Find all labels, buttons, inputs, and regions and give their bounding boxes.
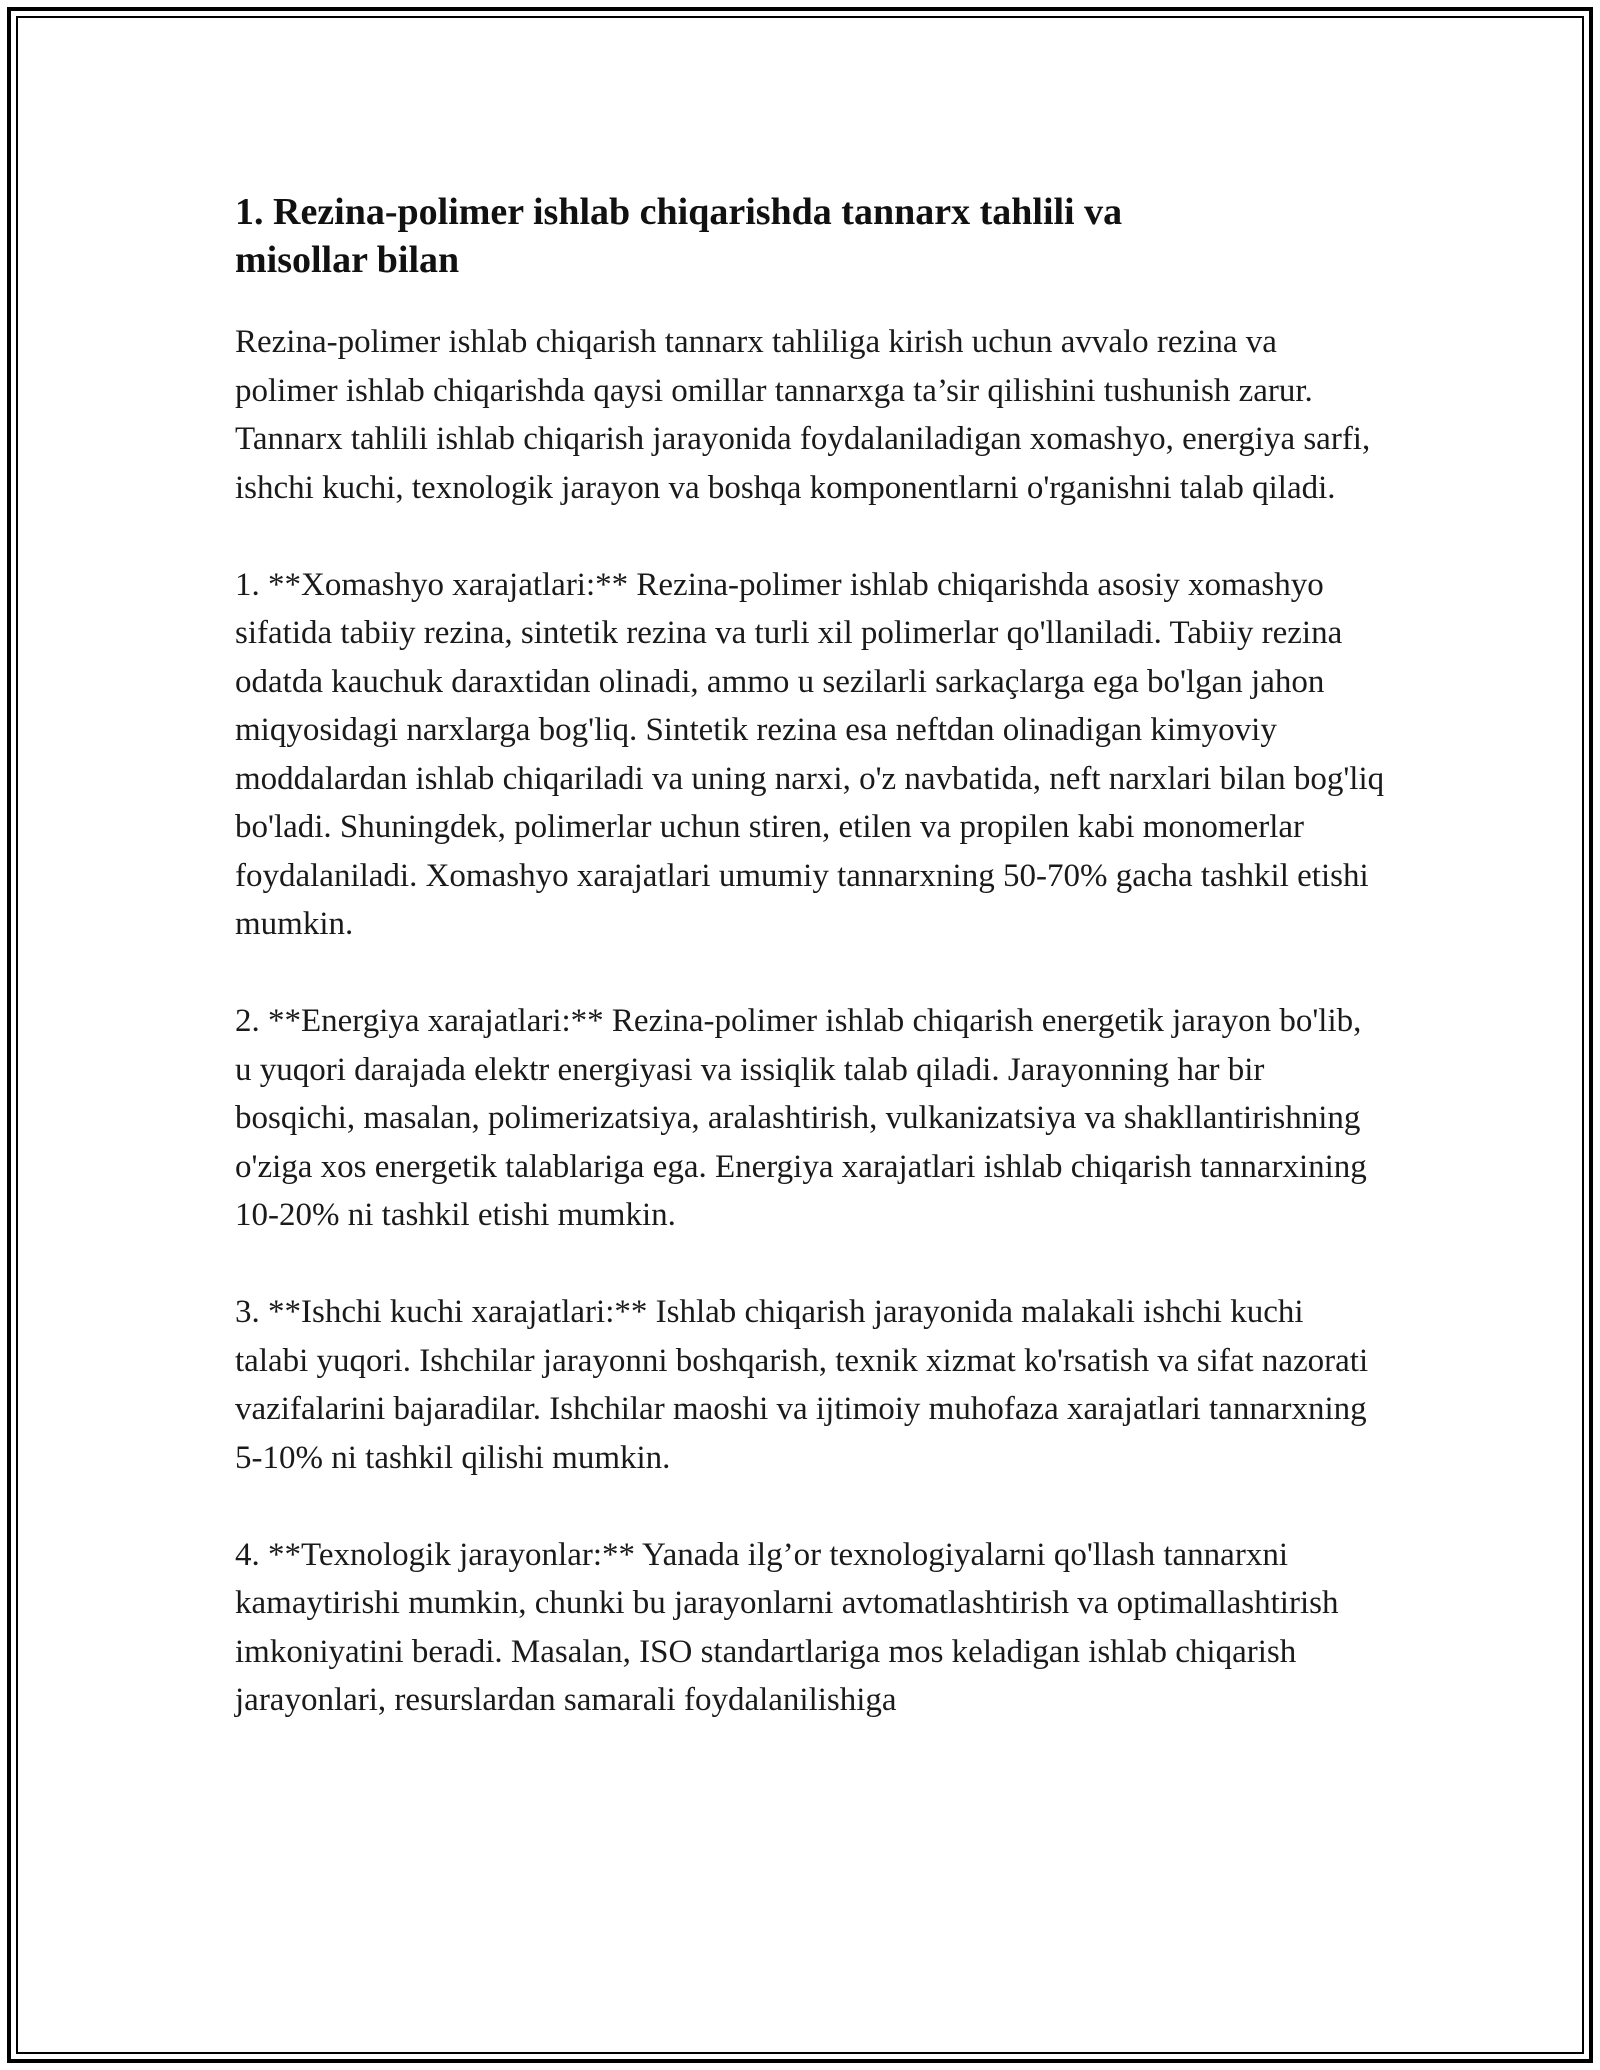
list-item-energy-costs: 2. **Energiya xarajatlari:** Rezina-polimer ishlab chiqarish energetik jarayon bo'lib, u yuqori darajada elektr energiyasi va issiqlik talab qiladi. Jarayonning har bir bosqichi, masalan, polimerizatsiya, aralashtirish, vulkanizatsiya va shakllantirishning o'ziga xos energetik talablariga ega. Energiya xarajatlari ishlab chiqarish tannarxining 10-20% ni tashkil etishi mumkin. [235,1003,1367,1233]
intro-paragraph: Rezina-polimer ishlab chiqarish tannarx tahliliga kirish uchun avvalo rezina va polimer ishlab chiqarishda qaysi omillar tannarxga ta’sir qilishini tushunish zarur. Tannarx tahlili ishlab chiqarish jarayonida foydalaniladigan xomashyo, energiya sarfi, ishchi kuchi, texnologik jarayon va boshqa komponentlarni o'rganishni talab qiladi. [235,324,1371,506]
list-item-labor-costs: 3. **Ishchi kuchi xarajatlari:** Ishlab chiqarish jarayonida malakali ishchi kuchi talabi yuqori. Ishchilar jarayonni boshqarish, texnik xizmat ko'rsatish va sifat nazorati vazifalarini bajaradilar. Ishchilar maoshi va ijtimoiy muhofaza xarajatlari tannarxning 5-10% ni tashkil qilishi mumkin. [235,1294,1369,1476]
list-item-raw-materials: 1. **Xomashyo xarajatlari:** Rezina-polimer ishlab chiqarishda asosiy xomashyo sifatida tabiiy rezina, sintetik rezina va turli xil polimerlar qo'llaniladi. Tabiiy rezina odatda kauchuk daraxtidan olinadi, ammo u sezilarli sarkaçlarga ega bo'lgan jahon miqyosidagi narxlarga bog'liq. Sintetik rezina esa neftdan olinadigan kimyoviy moddalardan ishlab chiqariladi va uning narxi, o'z navbatida, neft narxlari bilan bog'liq bo'ladi. Shuningdek, polimerlar uchun stiren, etilen va propilen kabi monomerlar foydalaniladi. Xomashyo xarajatlari umumiy tannarxning 50-70% gacha tashkil etishi mumkin. [235,566,1385,942]
list-item-technological-processes: 4. **Texnologik jarayonlar:** Yanada ilg’or texnologiyalarni qo'llash tannarxni kamaytirishi mumkin, chunki bu jarayonlarni avtomatlashtirish va optimallashtirish imkoniyatini beradi. Masalan, ISO standartlariga mos keladigan ishlab chiqarish jarayonlari, resurslardan samarali foydalanilishiga [235,1536,1339,1718]
document-body [235,188,1385,1725]
document-title-line-2: misollar bilan [235,239,460,281]
document-title-line-1: 1. Rezina-polimer ishlab chiqarishda tannarx tahlili va [235,191,1123,233]
document-title [235,188,1385,284]
